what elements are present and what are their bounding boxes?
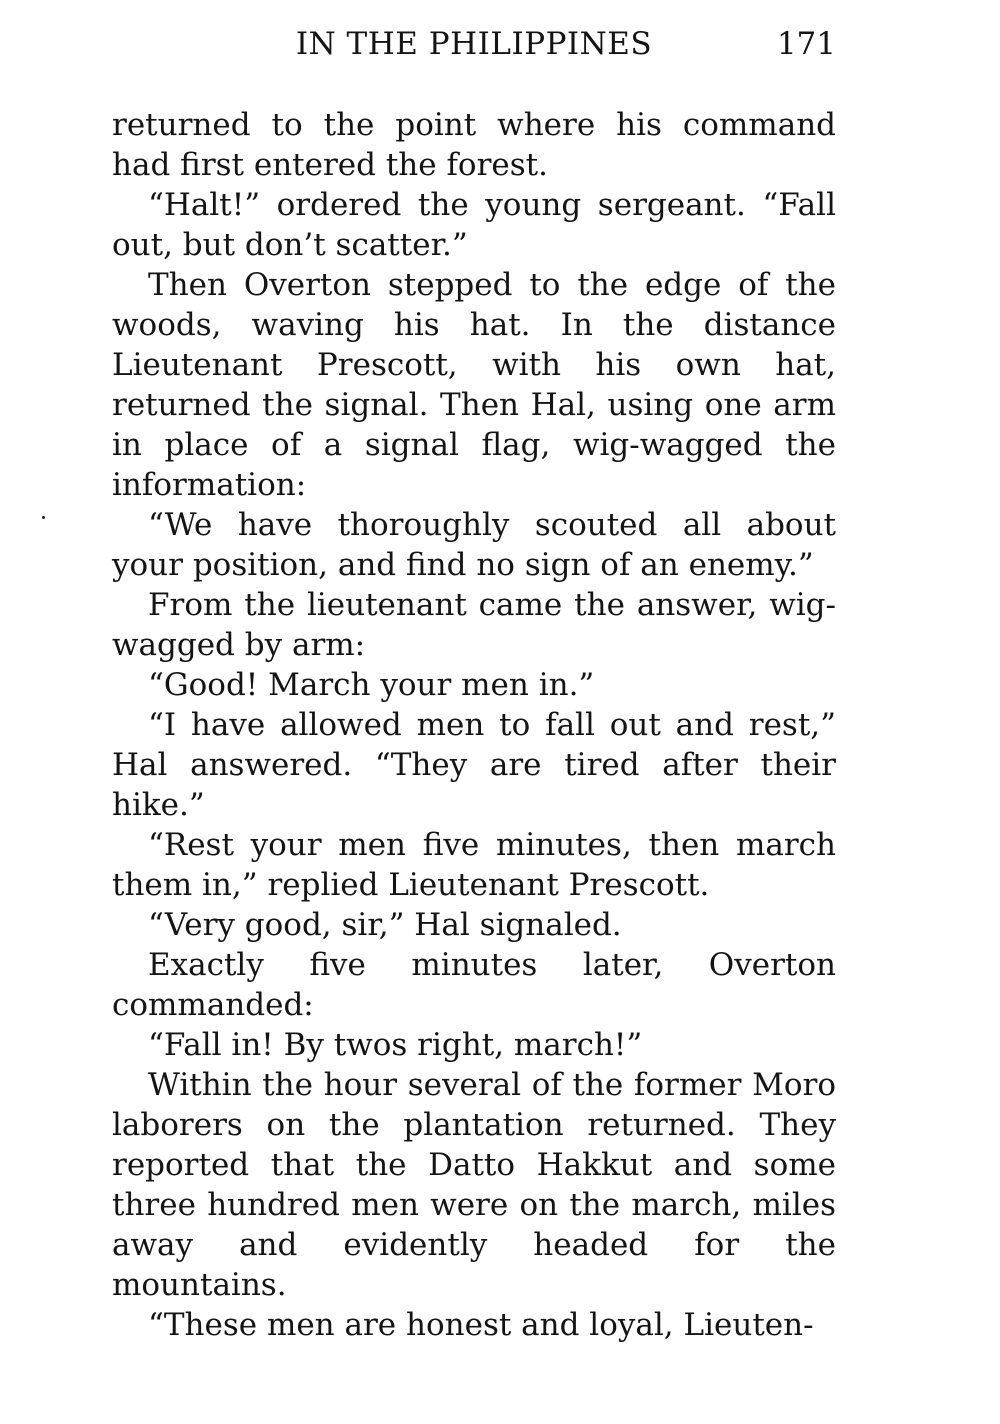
scan-speck — [42, 516, 45, 519]
paragraph: “These men are honest and loyal, Lieuten- — [148, 1307, 814, 1343]
paragraph: “We have thoroughly scouted all about your position, and find no sign of an enemy.” — [112, 507, 836, 583]
paragraph: “Fall in! By twos right, march!” — [148, 1027, 643, 1063]
running-head: IN THE PHILIPPINES — [295, 26, 653, 62]
page-header — [112, 24, 836, 64]
page-number: 171 — [776, 26, 836, 62]
paragraph: From the lieutenant came the answer, wig-wagged by arm: — [112, 587, 836, 663]
paragraph: “Good! March your men in.” — [148, 667, 595, 703]
paragraph: “Halt!” ordered the young sergeant. “Fall out, but don’t scatter.” — [112, 187, 836, 263]
paragraph: Within the hour several of the former Moro laborers on the plantation returned. They reported that the Datto Hakkut and some three hundred men were on the march, miles away and evidently headed for the mountains. — [112, 1067, 836, 1303]
body-text — [112, 105, 836, 1345]
paragraph: returned to the point where his command had first entered the forest. — [112, 107, 836, 183]
paragraph: Exactly five minutes later, Overton commanded: — [112, 947, 836, 1023]
paragraph: Then Overton stepped to the edge of the woods, waving his hat. In the distance Lieutenant Prescott, with his own hat, returned the signal. Then Hal, using one arm in place of a signal flag, wig-wagged the information: — [112, 267, 836, 503]
paragraph: “Rest your men five minutes, then march them in,” replied Lieutenant Prescott. — [112, 827, 836, 903]
paragraph: “Very good, sir,” Hal signaled. — [148, 907, 622, 943]
paragraph: “I have allowed men to fall out and rest,” Hal answered. “They are tired after their hike.” — [112, 707, 836, 823]
